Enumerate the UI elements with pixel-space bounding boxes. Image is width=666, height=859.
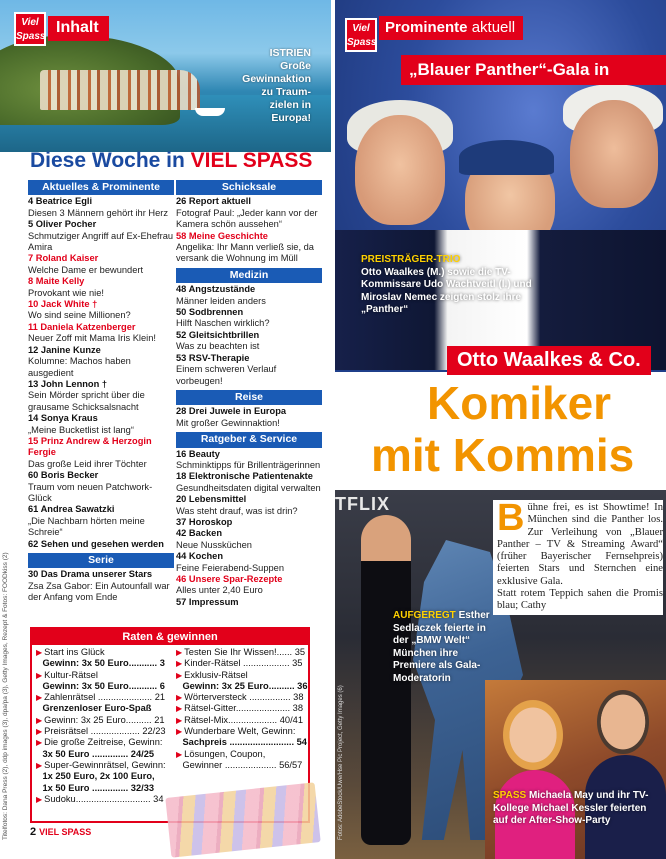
toc-entry-title: 42 Backen: [176, 528, 222, 539]
coastal-town: [40, 70, 200, 110]
puzzle-entry[interactable]: [36, 783, 172, 794]
triangle-bullet-icon: ▶: [36, 693, 43, 703]
puzzle-entry[interactable]: [176, 647, 310, 658]
toc-entry-title: 8 Maite Kelly: [28, 276, 85, 287]
puzzle-box-title: Raten & gewinnen: [32, 629, 308, 645]
puzzle-entry-text: Wörterversteck ................ 38: [184, 692, 304, 703]
triangle-bullet-icon: ▶: [36, 794, 43, 804]
toc-column-1: [28, 180, 174, 607]
triangle-bullet-icon: ▶: [36, 727, 43, 737]
michael-kessler: [597, 690, 649, 754]
puzzle-entry[interactable]: [36, 670, 172, 681]
toc-entry-description: Neuer Zoff mit Mama Iris Klein!: [28, 333, 156, 344]
toc-entry-title: 60 Boris Becker: [28, 470, 99, 481]
puzzle-entry[interactable]: [36, 715, 172, 726]
toc-entry[interactable]: [28, 322, 174, 345]
triangle-bullet-icon: ▶: [176, 704, 183, 714]
toc-section: [176, 180, 322, 265]
toc-entry-title: 12 Janine Kunze: [28, 344, 101, 355]
toc-entry[interactable]: [28, 569, 174, 603]
drop-cap: B: [497, 497, 525, 539]
toc-entry-description: Sein Mörder spricht über die grausame Schicksalsnacht: [28, 390, 145, 412]
teaser-line: ISTRIEN: [269, 47, 311, 59]
toc-entry-title: 53 RSV-Therapie: [176, 352, 250, 363]
viel-spass-logo: Viel Spass: [14, 12, 46, 46]
toc-entry[interactable]: [28, 299, 174, 322]
puzzle-entry-text: Gewinn: 3x 25 Euro.......... 36: [182, 680, 308, 691]
puzzle-entry-text: 1x 50 Euro .............. 32/33: [42, 782, 155, 793]
toc-entry-title: 58 Meine Geschichte: [176, 230, 268, 241]
toc-entry[interactable]: [28, 219, 174, 253]
triangle-bullet-icon: ▶: [176, 659, 183, 669]
puzzle-entry-text: Wunderbare Welt, Gewinn:: [184, 726, 296, 737]
puzzle-entry[interactable]: [176, 749, 310, 760]
toc-entry-description: Einem schweren Verlauf vorbeugen!: [176, 364, 277, 386]
photo-caption-trio: PREISTRÄGER-TRIO Otto Waalkes (M.) sowie die TV-Kommissare Udo Wachtveitl (l.) und Miroslav Nemec zeigten stolz ihre „Panther“: [361, 254, 532, 315]
toc-entry-title: 11 Daniela Katzenberger: [28, 321, 136, 332]
page-headline: Diese Woche in VIEL SPASS: [30, 149, 313, 172]
toc-entry-title: 61 Andrea Sawatzki: [28, 504, 115, 515]
toc-section-heading: Ratgeber & Service: [176, 432, 322, 447]
toc-entry-title: 30 Das Drama unserer Stars: [28, 569, 153, 580]
toc-section-heading: Schicksale: [176, 180, 322, 195]
puzzle-entry-text: Kultur-Rätsel: [44, 669, 98, 680]
toc-entry-description: Diesen 3 Männern gehört ihr Herz: [28, 207, 169, 218]
toc-entry-title: 18 Elektronische Patientenakte: [176, 471, 313, 482]
triangle-bullet-icon: ▶: [36, 715, 43, 725]
cap: [459, 140, 554, 175]
toc-section: [176, 390, 322, 429]
puzzle-entry-text: Kinder-Rätsel .................. 35: [184, 658, 303, 669]
puzzle-entry[interactable]: [176, 715, 310, 726]
teaser-line: zielen in: [269, 99, 311, 111]
toc-section-heading: Serie: [28, 553, 174, 568]
toc-entry[interactable]: [176, 406, 322, 429]
travel-teaser[interactable]: [201, 47, 311, 125]
triangle-bullet-icon: ▶: [36, 670, 43, 680]
toc-section-heading: Reise: [176, 390, 322, 405]
toc-entry-title: 4 Beatrice Egli: [28, 196, 93, 207]
puzzle-entry-text: Sachpreis ......................... 54: [182, 737, 307, 748]
toc-entry[interactable]: [176, 353, 322, 387]
toc-entry-description: Kolumne: Machos haben ausgedient: [28, 356, 131, 378]
article-kicker: Otto Waalkes & Co.: [447, 346, 651, 375]
puzzle-entry-text: Start ins Glück: [44, 647, 105, 657]
toc-entry-description: „Meine Bucketlist ist lang“: [28, 424, 134, 435]
triangle-bullet-icon: [36, 704, 40, 713]
article-headline-line-1: Komiker: [427, 377, 612, 429]
puzzle-list-left: [36, 647, 172, 805]
face-miroslav: [570, 100, 658, 208]
toc-entry-title: 62 Sehen und gesehen werden: [28, 538, 164, 549]
puzzle-entry[interactable]: [36, 647, 172, 658]
puzzle-entry[interactable]: [36, 794, 172, 805]
triangle-bullet-icon: [36, 682, 40, 691]
puzzle-entry[interactable]: [36, 726, 172, 737]
triangle-bullet-icon: ▶: [176, 727, 183, 737]
toc-entry-description: Schminktipps für Brillenträgerinnen: [176, 459, 321, 470]
page-footer: [30, 826, 91, 838]
puzzle-entry-text: Die große Zeitreise, Gewinn:: [44, 737, 163, 748]
puzzle-entry[interactable]: [176, 726, 310, 737]
triangle-bullet-icon: ▶: [36, 760, 43, 770]
triangle-bullet-icon: ▶: [176, 670, 183, 680]
toc-section: [28, 180, 174, 550]
toc-entry-description: Zsa Zsa Gabor: Ein Autounfall war der Anfang vom Ende: [28, 580, 170, 603]
puzzle-entry[interactable]: [36, 658, 172, 669]
photo-caption-moderator: AUFGEREGT Esther Sedlaczek feierte in der „BMW Welt“ München ihre Premiere als Gala-Moderatorin: [393, 610, 490, 684]
viel-spass-logo: Viel Spass: [345, 18, 377, 52]
toc-entry-title: 5 Oliver Pocher: [28, 219, 97, 230]
puzzle-entry[interactable]: [176, 703, 310, 714]
toc-entry-description: Fotograf Paul: „Jeder kann vor der Kamera schön aussehen“: [176, 207, 318, 230]
puzzle-entry-text: Gewinner .................... 56/57: [182, 759, 303, 770]
toc-entry-description: Was steht drauf, was ist drin?: [176, 505, 298, 516]
article-body: B ühne frei, es ist Showtime! In München sind die Panther los. Zur Verleihung von „Blauer Panther – TV & Streaming Award“ (früher Bayerischer Fernsehpreis) feierten Stars und Sternchen eine exklusive Gala. Statt rotem Teppich sahen die Promis blau; Cathy: [493, 500, 663, 615]
photo-credit: Titelfotos: Dana Press (2), ddp images (3), dpa/pa (3), Getty Images, Rezept & Fotos: FOODkiss (2): [2, 552, 9, 840]
toc-entry-title: 15 Prinz Andrew & Herzogin Fergie: [28, 435, 152, 458]
triangle-bullet-icon: ▶: [176, 715, 183, 725]
toc-entry-description: Mit großer Gewinnaktion!: [176, 417, 280, 428]
brand-name: VIEL SPASS: [190, 149, 313, 172]
toc-entry[interactable]: [28, 253, 174, 276]
toc-entry[interactable]: [28, 413, 174, 436]
puzzle-entry-text: Gewinn: 3x 50 Euro........... 6: [42, 680, 165, 691]
toc-entry-title: 37 Horoskop: [176, 516, 233, 527]
puzzle-entry-text: Gewinn: 3x 25 Euro.......... 21: [44, 714, 165, 725]
section-kicker: Prominente aktuell: [379, 16, 523, 40]
puzzle-entry-text: Super-Gewinnrätsel, Gewinn:: [44, 759, 166, 770]
toc-section-heading: Aktuelles & Prominente: [28, 180, 174, 195]
toc-entry-description: Angelika: Ihr Mann verließ sie, da versank die Wohnung im Müll: [176, 242, 314, 264]
gala-headline: „Blauer Panther“-Gala in: [401, 55, 666, 85]
toc-entry[interactable]: [176, 471, 322, 494]
puzzle-entry[interactable]: [176, 760, 310, 771]
puzzle-entry[interactable]: [36, 692, 172, 703]
toc-entry-description: Das große Leid ihrer Töchter: [28, 458, 147, 469]
toc-section-heading: Medizin: [176, 268, 322, 283]
puzzle-entry[interactable]: [36, 681, 172, 692]
triangle-bullet-icon: [176, 761, 180, 770]
toc-entry-description: Provokant wie nie!: [28, 287, 104, 298]
toc-entry[interactable]: [176, 574, 322, 597]
toc-entry-title: 7 Roland Kaiser: [28, 253, 99, 264]
toc-entry[interactable]: [28, 470, 174, 504]
puzzle-entry[interactable]: [36, 737, 172, 748]
toc-entry-description: Welche Dame er bewundert: [28, 264, 144, 275]
toc-entry[interactable]: [176, 517, 322, 528]
toc-entry-description: Gesundheitsdaten digital verwalten: [176, 482, 321, 493]
toc-section: [28, 553, 174, 604]
toc-entry[interactable]: [176, 231, 322, 265]
page-number: 2: [30, 826, 37, 838]
toc-entry-description: Feine Feierabend-Suppen: [176, 562, 285, 573]
puzzle-entry[interactable]: [176, 658, 310, 669]
toc-entry-title: 57 Impressum: [176, 596, 239, 607]
toc-entry-title: 44 Kochen: [176, 551, 224, 562]
toc-section: [176, 432, 322, 608]
toc-column-2: [176, 180, 322, 611]
puzzle-entry-text: Testen Sie Ihr Wissen!...... 35: [184, 647, 306, 657]
toc-entry[interactable]: [176, 284, 322, 307]
toc-entry-description: Was zu beachten ist: [176, 341, 260, 352]
triangle-bullet-icon: ▶: [176, 749, 183, 759]
toc-entry[interactable]: [28, 196, 174, 219]
toc-entry-description: Neue Nussküchen: [176, 539, 252, 550]
toc-entry-description: Traum vom neuen Patchwork-Glück: [28, 481, 153, 503]
toc-entry-title: 46 Unsere Spar-Rezepte: [176, 574, 283, 584]
toc-entry-title: 13 John Lennon †: [28, 378, 108, 389]
puzzle-entry[interactable]: [176, 737, 310, 748]
puzzle-entry-text: Preisrätsel ................... 22/23: [44, 726, 166, 737]
toc-entry[interactable]: [176, 528, 322, 551]
toc-entry-title: 10 Jack White †: [28, 299, 98, 310]
puzzle-entry-text: 1x 250 Euro, 2x 100 Euro,: [42, 771, 155, 782]
toc-entry[interactable]: [176, 307, 322, 330]
toc-entry[interactable]: [28, 276, 174, 299]
michaela-may: [503, 700, 563, 770]
toc-entry-description: Alles unter 2,40 Euro: [176, 585, 263, 596]
teaser-line: zu Traum-: [261, 86, 311, 98]
puzzle-entry-text: Grenzenloser Euro-Spaß: [42, 703, 152, 714]
netflix-wall: TFLIX: [335, 494, 390, 514]
teaser-line: Große: [280, 60, 311, 72]
section-kicker: Inhalt: [48, 16, 109, 41]
toc-section: [176, 268, 322, 387]
puzzle-entry-text: Gewinn: 3x 50 Euro........... 3: [42, 658, 165, 669]
puzzle-entry-text: Zahlenrätsel ..................... 21: [44, 692, 166, 703]
footer-brand: VIEL SPASS: [39, 827, 92, 837]
toc-entry[interactable]: [176, 494, 322, 517]
toc-entry-title: 28 Drei Juwele in Europa: [176, 406, 287, 417]
toc-entry-description: Hilft Naschen wirklich?: [176, 318, 270, 329]
toc-entry[interactable]: [176, 597, 322, 608]
triangle-bullet-icon: ▶: [176, 693, 183, 703]
photo-credit: Fotos: AdobeStock/Uwe/Hse Pic Project, Getty Images (6): [338, 685, 344, 840]
triangle-bullet-icon: [176, 682, 180, 691]
toc-entry-title: 20 Lebensmittel: [176, 494, 247, 505]
toc-entry[interactable]: [176, 551, 322, 574]
toc-entry[interactable]: [28, 436, 174, 470]
triangle-bullet-icon: [36, 784, 40, 793]
puzzle-entry[interactable]: [176, 681, 310, 692]
puzzle-entry[interactable]: [36, 771, 172, 782]
puzzle-entry[interactable]: [176, 670, 310, 681]
puzzle-entry-text: 3x 50 Euro .............. 24/25: [42, 748, 155, 759]
triangle-bullet-icon: [36, 750, 40, 759]
puzzle-list-right: [176, 647, 310, 771]
puzzle-entry-text: Lösungen, Coupon,: [184, 748, 266, 759]
photo-caption-party: SPASS Michaela May und ihr TV-Kollege Michael Kessler feierten auf der After-Show-Party: [493, 790, 649, 826]
toc-entry-description: Wo sind seine Millionen?: [28, 310, 131, 321]
toc-entry[interactable]: [28, 379, 174, 413]
left-page: [0, 0, 331, 859]
triangle-bullet-icon: ▶: [36, 648, 43, 657]
toc-entry[interactable]: [176, 449, 322, 472]
toc-entry-title: 50 Sodbrennen: [176, 307, 244, 318]
puzzle-entry-text: Rätsel-Gitter..................... 38: [184, 703, 303, 714]
face-udo: [355, 115, 445, 225]
toc-entry[interactable]: [28, 345, 174, 379]
teaser-line: Europa!: [271, 112, 311, 124]
triangle-bullet-icon: [176, 738, 180, 747]
puzzle-entry-text: Exklusiv-Rätsel: [184, 669, 248, 680]
puzzle-entry[interactable]: [36, 760, 172, 771]
toc-entry-description: Männer leiden anders: [176, 295, 266, 306]
triangle-bullet-icon: [36, 659, 40, 668]
toc-entry[interactable]: [28, 539, 174, 550]
toc-entry-title: 16 Beauty: [176, 448, 220, 459]
toc-entry-title: 26 Report aktuell: [176, 196, 251, 207]
toc-entry-title: 14 Sonya Kraus: [28, 413, 98, 424]
puzzle-entry[interactable]: [36, 703, 172, 714]
toc-entry-description: Schmutziger Angriff auf Ex-Ehefrau Amira: [28, 230, 174, 253]
puzzle-entry[interactable]: [176, 692, 310, 703]
toc-entry-title: 48 Angstzustände: [176, 284, 256, 295]
triangle-bullet-icon: ▶: [36, 738, 43, 748]
triangle-bullet-icon: ▶: [176, 648, 183, 657]
toc-entry-description: „Die Nachbarn hörten meine Schreie“: [28, 515, 145, 538]
triangle-bullet-icon: [36, 772, 40, 781]
puzzle-entry[interactable]: [36, 749, 172, 760]
article-headline-line-2: mit Kommis: [371, 429, 635, 481]
puzzle-entry-text: Rätsel-Mix................... 40/41: [184, 714, 303, 725]
right-page: [335, 0, 666, 859]
puzzle-entry-text: Sudoku............................. 34: [44, 793, 164, 804]
teaser-line: Gewinnaktion: [242, 73, 311, 85]
toc-entry[interactable]: [28, 504, 174, 538]
toc-entry[interactable]: [176, 330, 322, 353]
toc-entry[interactable]: [176, 196, 322, 230]
toc-entry-title: 52 Gleitsichtbrillen: [176, 329, 260, 340]
